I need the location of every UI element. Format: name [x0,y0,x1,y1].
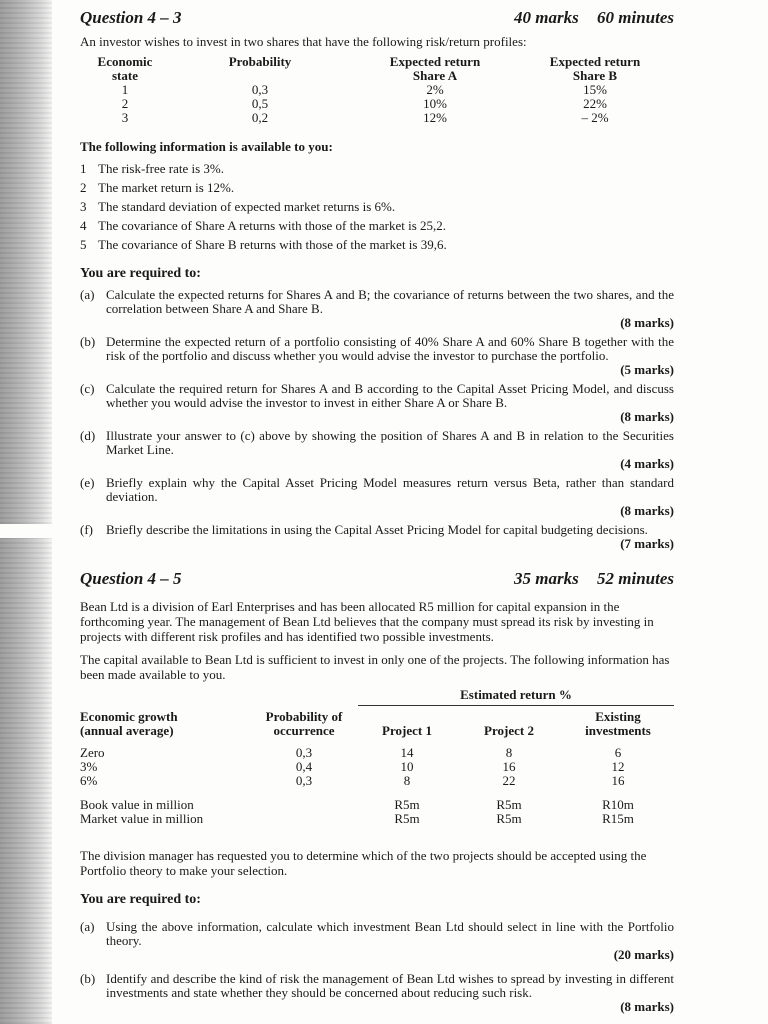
question-part: (d) Illustrate your answer to (c) above by showing the position of Shares A and B in relation to the Securities Market Line. (4 marks) [80,428,674,471]
question-part: (b) Identify and describe the kind of risk the management of Bean Ltd wishes to spread by investing in different investments and state whether they should be concerned about reducing such risk. (8 marks) [80,971,674,1014]
header-project-2: Project 2 [484,723,534,738]
risk-return-table [80,55,670,125]
table-row: 3 0,2 12% – 2% [121,110,609,125]
required-parts [80,920,674,1014]
question-title: Question 4 – 5 [80,569,182,588]
question-part: (e) Briefly explain why the Capital Asset Pricing Model measures return versus Beta, rather than standard deviation. (8 marks) [80,475,674,518]
table-row: 1 0,3 2% 15% [121,82,607,97]
question-intro: An investor wishes to invest in two shares that have the following risk/return profiles: [80,34,527,49]
question-4-5-header [80,569,674,589]
list-item: 3 The standard deviation of expected market returns is 6%. [80,199,396,214]
question-marks: 35 marks [514,569,579,588]
part-marks: (5 marks) [620,362,674,377]
question-title: Question 4 – 3 [80,8,182,27]
header-share-b: Expected return Share B [549,54,641,83]
question-part: (c) Calculate the required return for Shares A and B according to the Capital Asset Pricing Model, and discuss whether you would advise the investor to invest in either Share A or Share B. (8 marks) [80,381,674,424]
question-part: (f) Briefly describe the limitations in using the Capital Asset Pricing Model for capital budgeting decisions. (7 marks) [80,522,674,551]
estimated-return-header: Estimated return % [358,688,674,706]
list-item: 4 The covariance of Share A returns with those of the market is 25,2. [80,218,447,233]
table-row: Book value in million R5m R5m R10m [80,797,634,812]
question-time: 60 minutes [597,8,674,27]
header-share-a: Expected return Share A [389,54,481,83]
question-part: (a) Calculate the expected returns for Shares A and B; the covariance of returns between the two shares, and the correlation between Share A and Share B. (8 marks) [80,287,674,330]
part-marks: (4 marks) [620,456,674,471]
question-time: 52 minutes [597,569,674,588]
scanned-binding-edge [0,0,52,1024]
list-item: 5 The covariance of Share B returns with those of the market is 39,6. [80,237,447,252]
question-marks: 40 marks [514,8,579,27]
table-header-row [80,55,670,83]
required-parts [80,288,674,551]
project-returns-table [80,688,674,826]
part-marks: (8 marks) [620,409,674,424]
info-list [80,161,674,252]
document-page [80,8,674,1019]
question-part: (b) Determine the expected return of a portfolio consisting of 40% Share A and 60% Share B together with the risk of the portfolio and discuss whether you would advise the investor to purchase the portfolio. (5 marks) [80,334,674,377]
paragraph: The division manager has requested you to determine which of the two projects should be accepted using the Portfolio theory to make your selection. [80,848,647,878]
required-heading: You are required to: [80,266,201,281]
table-row: Market value in million R5m R5m R15m [80,811,634,826]
binding-gap [0,524,52,538]
header-probability: Probability [228,54,292,69]
header-existing: Existing investments [585,709,651,738]
question-part: (a) Using the above information, calculate which investment Bean Ltd should select in line with the Portfolio theory. (20 marks) [80,919,674,962]
table-row: Zero 0,3 14 8 6 [80,745,622,760]
list-item: 2 The market return is 12%. [80,180,235,195]
part-marks: (7 marks) [620,536,674,551]
part-marks: (8 marks) [620,503,674,518]
paragraph: Bean Ltd is a division of Earl Enterprises and has been allocated R5 million for capital expansion in the forthcoming year. The management of Bean Ltd believes that the company must spread its risk by investing in projects with different risk profiles and has identified two possible investments. [80,599,654,644]
part-marks: (20 marks) [613,947,674,962]
table-row: 2 0,5 10% 22% [121,96,607,111]
info-heading: The following information is available to you: [80,139,333,154]
part-marks: (8 marks) [620,999,674,1014]
header-economic-state: Economic state [97,54,153,83]
list-item: 1 The risk-free rate is 3%. [80,161,224,176]
header-project-1: Project 1 [382,723,432,738]
table-row: 6% 0,3 8 22 16 [80,773,625,788]
header-probability: Probability of occurrence [265,708,343,738]
table-row: 3% 0,4 10 16 12 [80,759,625,774]
part-marks: (8 marks) [620,315,674,330]
required-heading: You are required to: [80,892,201,907]
header-economic-growth: Economic growth (annual average) [80,708,178,738]
question-4-3-header [80,8,674,28]
table-header-row [80,706,674,739]
paragraph: The capital available to Bean Ltd is sufficient to invest in only one of the projects. The following information has been made available to you. [80,652,670,682]
